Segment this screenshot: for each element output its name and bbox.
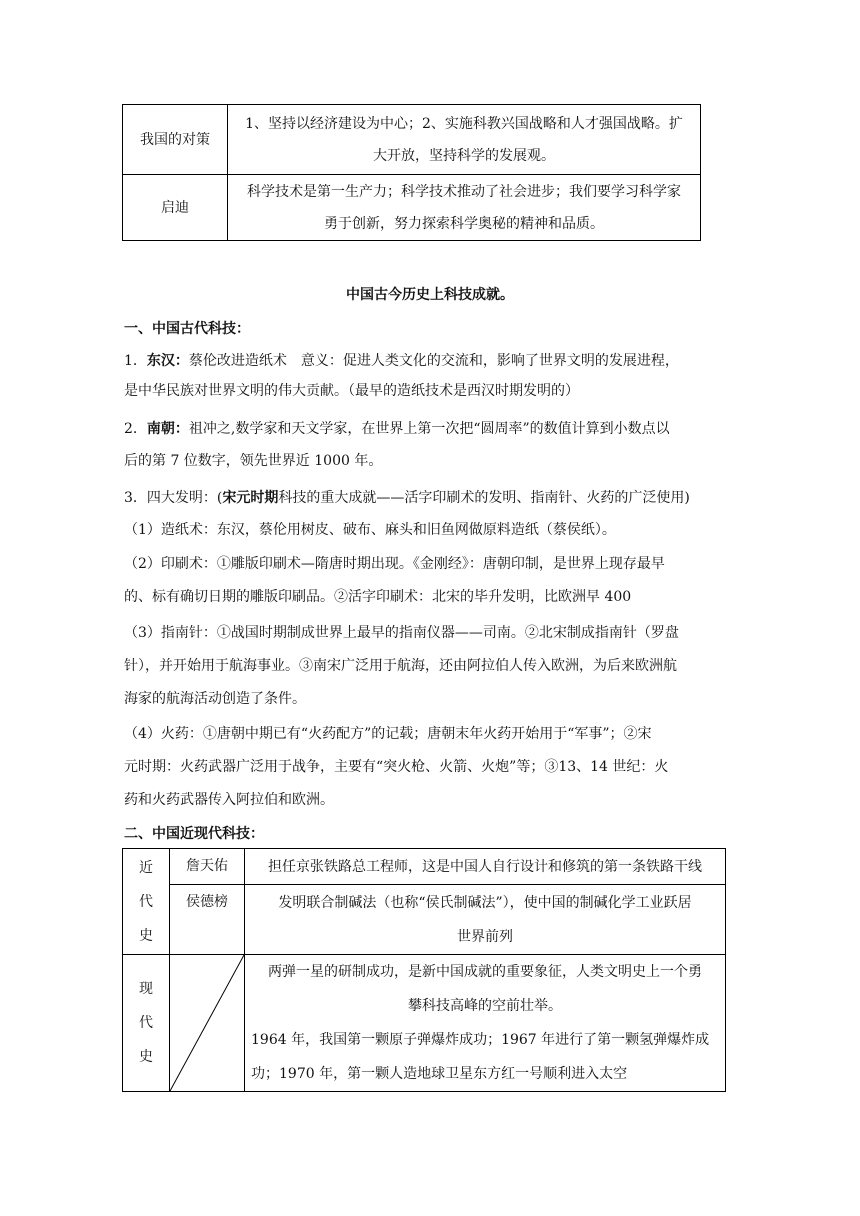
- era-label: 宋元时期: [222, 490, 279, 506]
- paragraph-line: 海家的航海活动创造了条件。: [124, 691, 306, 707]
- person-name: 詹天佑: [170, 849, 245, 885]
- era-cell-now: [123, 955, 170, 1092]
- modern-table: [122, 848, 726, 1092]
- era-label: 东汉：: [146, 353, 189, 369]
- diagonal-line: [170, 955, 244, 1091]
- paragraph-line: （3）指南针：①战国时期制成世界上最早的指南仪器——司南。②北宋制成指南针（罗盘: [124, 625, 679, 641]
- row-value-line: 勇于创新，努力探索科学奥秘的精神和品质。: [324, 215, 604, 232]
- achievement-line: 功；1970 年，第一颗人造地球卫星东方红一号顺利进入太空: [251, 1066, 628, 1082]
- policy-table: [122, 104, 701, 241]
- person-name: 侯德榜: [170, 885, 245, 955]
- table-row: [123, 955, 726, 1092]
- item-number: 1．: [124, 353, 147, 369]
- achievement-line: 发明联合制碱法（也称“侯氏制碱法”），使中国的制碱化学工业跃居: [278, 894, 692, 911]
- row-value-line: 科学技术是第一生产力；科学技术推动了社会进步；我们要学习科学家: [247, 183, 681, 200]
- paragraph-line: （4）火药：①唐朝中期已有“火药配方”的记载；唐朝末年火药开始用于“军事”；②宋: [124, 726, 652, 742]
- paragraph-line: [124, 418, 670, 438]
- achievement-line: 1964 年，我国第一颗原子弹爆炸成功；1967 年进行了第一颗氢弹爆炸成: [251, 1032, 710, 1048]
- era-char: 现: [139, 981, 153, 997]
- era-char: 代: [139, 1015, 153, 1031]
- table-row: [123, 105, 701, 175]
- achievement-line: 攀科技高峰的空前壮举。: [408, 998, 562, 1014]
- section-title: 中国古今历史上科技成就。: [346, 287, 514, 303]
- row-key: 我国的对策: [123, 105, 228, 175]
- era-char: 史: [139, 927, 153, 944]
- text: 祖冲之,数学家和天文学家，在世界上第一次把“圆周率”的数值计算到小数点以: [188, 421, 670, 437]
- paragraph-line: [124, 487, 690, 507]
- row-value: [228, 175, 701, 241]
- row-value-line: 1、坚持以经济建设为中心；2、实施科教兴国战略和人才强国战略。扩: [245, 115, 683, 132]
- text: 蔡伦改进造纸术 意义：促进人类文化的交流和，影响了世界文明的发展进程，: [188, 353, 679, 369]
- table-row: [123, 849, 726, 885]
- diagonal-cell: [170, 955, 245, 1092]
- paragraph-line: 元时期：火药武器广泛用于战争，主要有“突火枪、火箭、火炮”等；③13、14 世纪：火: [124, 759, 669, 775]
- paragraph-line: [124, 350, 679, 370]
- person-achievement: 担任京张铁路总工程师，这是中国人自行设计和修筑的第一条铁路干线: [245, 849, 726, 885]
- modern-achievements: [245, 955, 726, 1092]
- paragraph-line: 针），并开始用于航海事业。③南宋广泛用于航海，还由阿拉伯人传入欧洲，为后来欧洲航: [124, 658, 677, 674]
- achievement-line: 两弹一星的研制成功，是新中国成就的重要象征，人类文明史上一个勇: [268, 964, 702, 980]
- person-achievement: [245, 885, 726, 955]
- achievement-line: 世界前列: [457, 928, 513, 945]
- paragraph-line: 药和火药武器传入阿拉伯和欧洲。: [124, 792, 334, 808]
- row-value-line: 大开放，坚持科学的发展观。: [373, 147, 555, 164]
- paragraph-line: （2）印刷术：①雕版印刷术—隋唐时期出现。《金刚经》：唐朝印制，是世界上现存最早: [124, 556, 665, 572]
- row-key: 启迪: [123, 175, 228, 241]
- era-char: 代: [139, 893, 153, 910]
- item-number: 2．: [124, 421, 147, 437]
- ancient-heading: 一、中国古代科技：: [124, 321, 250, 337]
- paragraph-line: 后的第 7 位数字，领先世界近 1000 年。: [124, 453, 383, 469]
- paragraph-line: （1）造纸术：东汉，蔡伦用树皮、破布、麻头和旧鱼网做原料造纸（蔡侯纸）。: [124, 522, 616, 538]
- row-value: [228, 105, 701, 175]
- era-char: 史: [139, 1049, 153, 1065]
- era-cell-near: [123, 849, 170, 955]
- table-row: [123, 885, 726, 955]
- text: 科技的重大成就——活字印刷术的发明、指南针、火药的广泛使用): [278, 490, 690, 506]
- paragraph-line: 是中华民族对世界文明的伟大贡献。（最早的造纸技术是西汉时期发明的）: [124, 383, 579, 399]
- modern-heading: 二、中国近现代科技：: [124, 826, 264, 842]
- text: 3．四大发明：(: [124, 490, 223, 506]
- era-char: 近: [139, 859, 153, 876]
- table-row: [123, 175, 701, 241]
- paragraph-line: 的、标有确切日期的雕版印刷品。②活字印刷术：北宋的毕升发明，比欧洲早 400: [124, 589, 632, 605]
- era-label: 南朝：: [146, 421, 189, 437]
